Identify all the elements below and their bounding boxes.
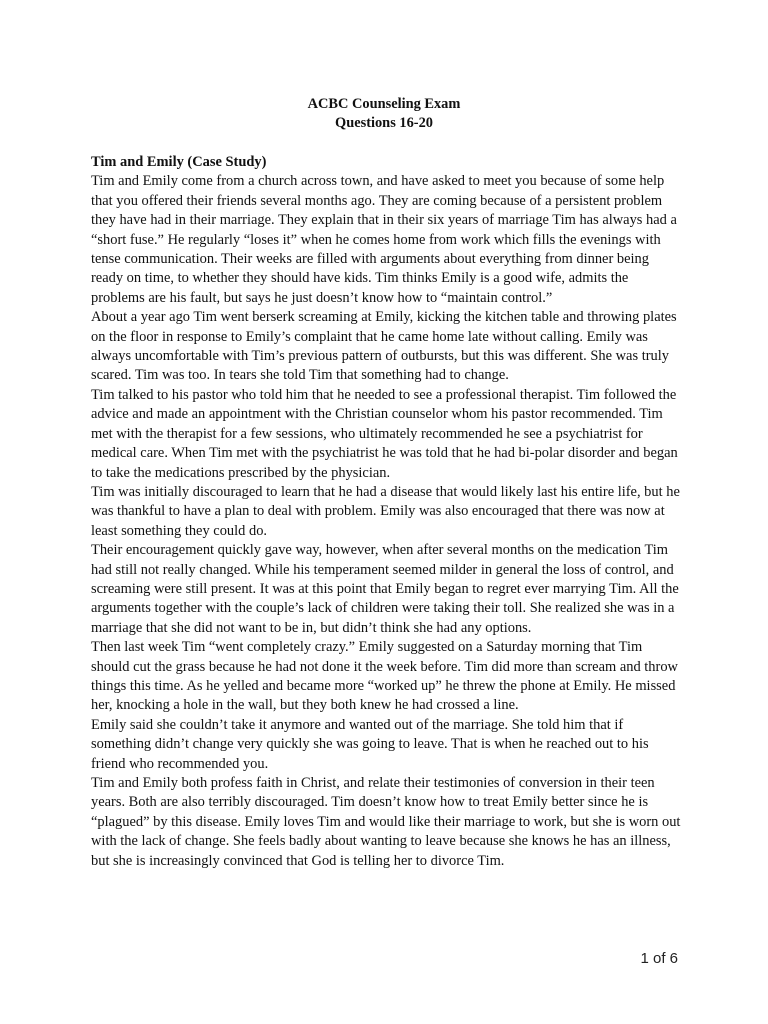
paragraph: Their encouragement quickly gave way, however, when after several months on the medication Tim had still not really changed. While his temperament seemed milder in general the loss of control, and screaming were still present. It was at this point that Emily began to regret ever marrying Tim. All the arguments together with the couple’s lack of children were taking their toll. She realized she was in a marriage that she did not want to be in, but didn’t think she had any options. <box>91 542 679 636</box>
section-heading: Tim and Emily (Case Study) <box>91 154 267 170</box>
paragraph: Tim and Emily come from a church across town, and have asked to meet you because of some help that you offered their friends several months ago. They are coming because of a persistent problem they have had in their marriage. They explain that in their six years of marriage Tim has always had a “short fuse.” He regularly “loses it” when he comes home from work which fills the evenings with tense communication. Their weeks are filled with arguments about everything from dinner being ready on time, to whether they should have kids. Tim thinks Emily is a good wife, admits the problems are his fault, but says he just doesn’t know how to “maintain control.” <box>91 173 677 306</box>
document-title: ACBC Counseling Exam <box>307 96 461 112</box>
case-study-body <box>91 153 683 871</box>
document-subtitle: Questions 16-20 <box>335 115 433 131</box>
paragraph: About a year ago Tim went berserk screaming at Emily, kicking the kitchen table and throwing plates on the floor in response to Emily’s complaint that he came home late without calling. Emily was always uncomfortable with Tim’s previous pattern of outbursts, but this was different. She was truly scared. Tim was too. In tears she told Tim that something had to change. <box>91 309 677 384</box>
page-number: 1 of 6 <box>640 950 678 967</box>
paragraph: Tim was initially discouraged to learn that he had a disease that would likely last his entire life, but he was thankful to have a plan to deal with problem. Emily was also encouraged that there was now at least something they could do. <box>91 483 680 539</box>
paragraph: Then last week Tim “went completely crazy.” Emily suggested on a Saturday morning that Tim should cut the grass because he had not done it the week before. Tim did more than scream and throw things this time. As he yelled and became more “worked up” he threw the phone at Emily. He missed her, knocking a hole in the wall, but they both knew he had crossed a line. <box>91 639 678 714</box>
paragraph: Tim and Emily both profess faith in Christ, and relate their testimonies of conversion in their teen years. Both are also terribly discouraged. Tim doesn’t know how to treat Emily better since he is “plagued” by this disease. Emily loves Tim and would like their marriage to work, but she is worn out with the lack of change. She feels badly about wanting to leave because she knows he has an illness, but she is increasingly convinced that God is telling her to divorce Tim. <box>91 775 681 869</box>
paragraph: Emily said she couldn’t take it anymore and wanted out of the marriage. She told him that if something didn’t change very quickly she was going to leave. That is when he reached out to his friend who recommended you. <box>91 716 649 772</box>
paragraph: Tim talked to his pastor who told him that he needed to see a professional therapist. Tim followed the advice and made an appointment with the Christian counselor whom his pastor recommended. Tim met with the therapist for a few sessions, who ultimately recommended he see a psychiatrist for medical care. When Tim met with the psychiatrist he was told that he had bi-polar disorder and began to take the medications prescribed by the physician. <box>91 386 678 481</box>
